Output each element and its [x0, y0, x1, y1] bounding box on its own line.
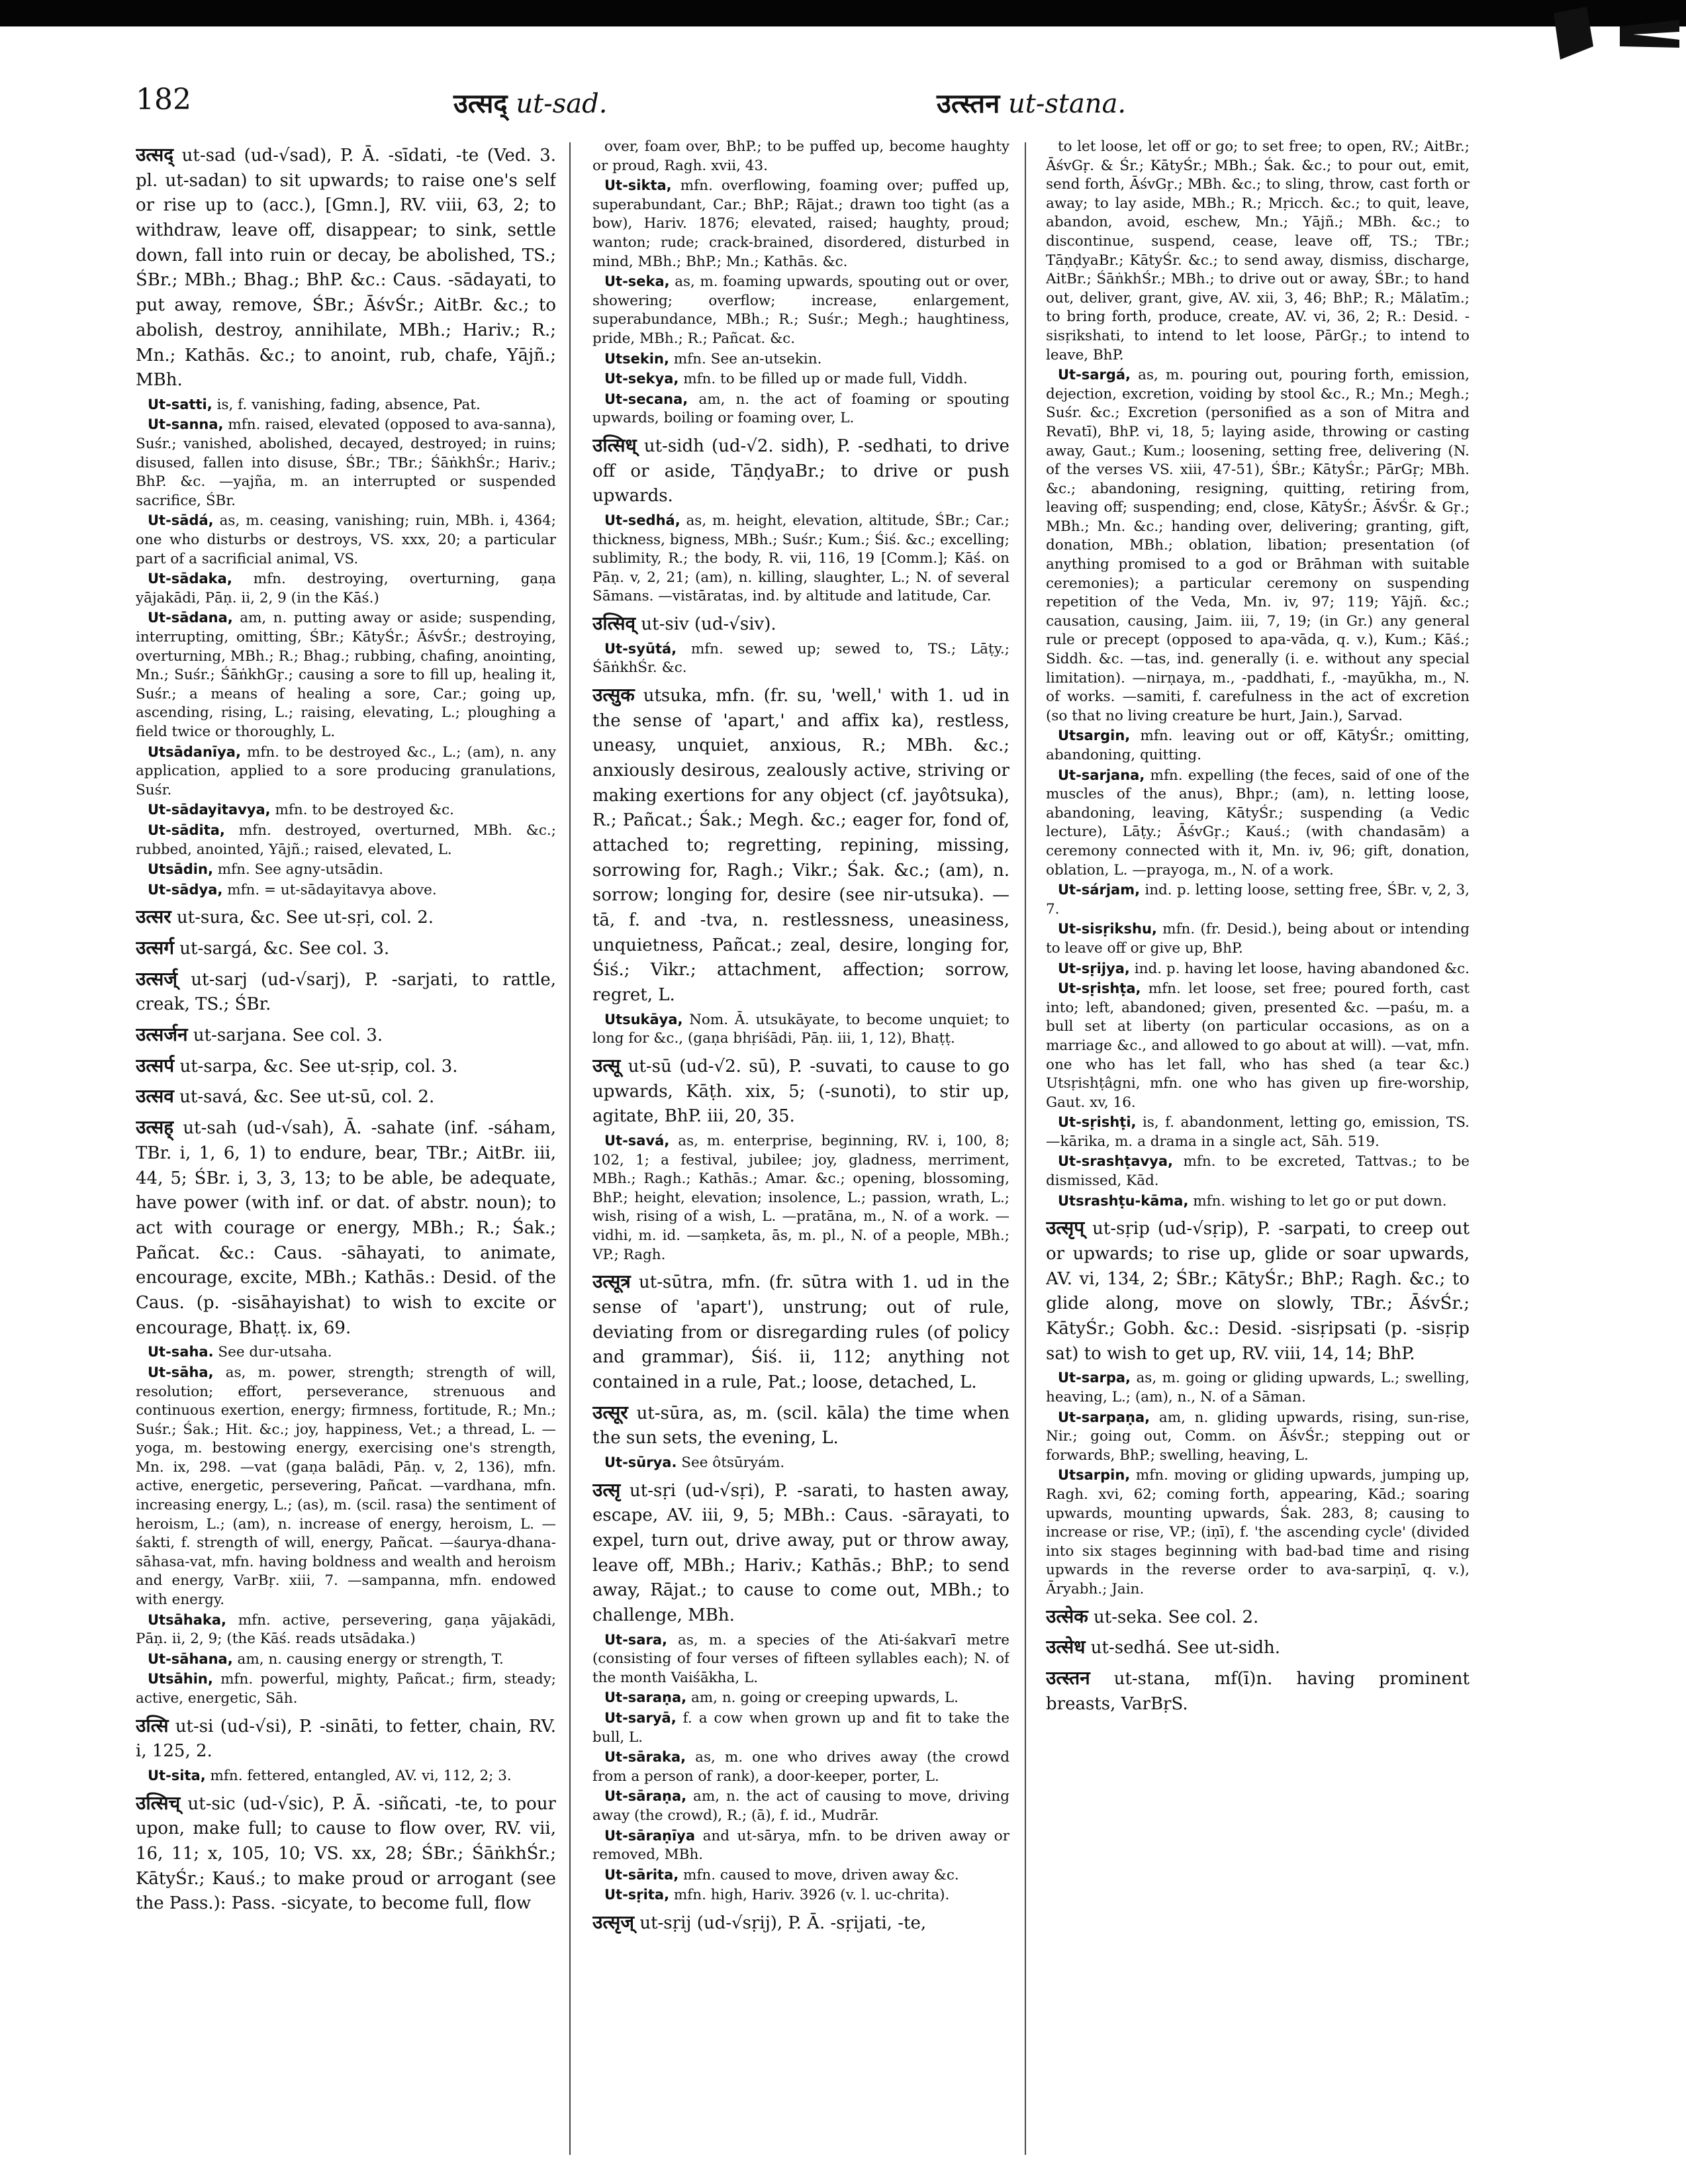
headword-entry	[592, 682, 1009, 1008]
entry-text: mfn. See agny-utsādin.	[212, 861, 384, 878]
entry-key: Ut-saha.	[148, 1344, 214, 1360]
entry-key: Utsargin,	[1058, 728, 1131, 744]
entry-key: Ut-sikta,	[604, 177, 672, 194]
entry-text: over, foam over, BhP.; to be puffed up, become haughty or proud, Ragh. xvii, 43.	[592, 138, 1009, 174]
devanagari-headword: उत्सेक	[1046, 1605, 1088, 1627]
entry-key: Ut-sṛita,	[604, 1887, 670, 1903]
entry-key: Ut-sāha,	[148, 1364, 214, 1380]
devanagari-headword: उत्सेध	[1046, 1636, 1086, 1658]
headword-entry	[136, 142, 556, 393]
devanagari-headword: उत्सि	[136, 1714, 169, 1736]
entry-key: Ut-sita,	[148, 1767, 206, 1783]
page-header	[136, 83, 1587, 129]
entry-key: Ut-sādita,	[148, 822, 225, 838]
entry-text: mfn. to be destroyed &c.	[270, 802, 454, 819]
devanagari-headword: उत्सर्ज्	[136, 967, 178, 990]
dictionary-entry	[592, 1886, 1009, 1905]
devanagari-headword: उत्सर्प	[136, 1054, 175, 1076]
entry-text: ut-sad (ud-√sad), P. Ā. -sīdati, -te (Ved. 3. pl. ut-sadan) to sit upwards; to raise one's self or rise up to (acc.), [Gmn.], RV. viii, 63, 2; to withdraw, leave off, disappear; to sink, settle down, fall into ruin or decay, be abolished, TS.; ŚBr.; MBh.; Bhag.; BhP. &c.: Caus. -sādayati, to put away, remove, ŚBr.; ĀśvŚr.; AitBr. &c.; to abolish, destroy, annihilate, MBh.; Hariv.; R.; Mn.; Kathās. &c.; to anoint, rub, chafe, Yājñ.; MBh.	[136, 146, 556, 391]
entry-text: mfn. leaving out or off, KātyŚr.; omitting, abandoning, quitting.	[1046, 728, 1470, 763]
entry-text: ind. p. letting loose, setting free, ŚBr. v, 2, 3, 7.	[1046, 882, 1470, 918]
devanagari-headword: उत्सुक	[592, 683, 635, 706]
entry-text: mfn. destroyed, overturned, MBh. &c.; rubbed, anointed, Yājñ.; raised, elevated, L.	[136, 822, 556, 858]
headword-entry	[136, 966, 556, 1018]
dictionary-entry	[136, 1767, 556, 1786]
entry-text: am, n. causing energy or strength, T.	[232, 1650, 504, 1668]
dictionary-entry	[592, 1787, 1009, 1825]
devanagari-headword: उत्सृप्	[1046, 1217, 1085, 1239]
devanagari-headword: उत्सृ	[592, 1478, 621, 1501]
dictionary-entry	[1046, 767, 1470, 880]
entry-key: Ut-sarjana,	[1058, 767, 1145, 783]
entry-key: Ut-sāraṇa,	[604, 1788, 687, 1805]
dictionary-entry	[592, 370, 1009, 389]
headword-entry	[136, 1713, 556, 1764]
entry-text: as, m. enterprise, beginning, RV. i, 100, 8; 102, 1; a festival, jubilee; joy, gladness, merriment, MBh.; Ragh.; Kathās.; Amar. &c.; opening, blossoming, BhP.; height, elevation; insolence, L.; passion, wrath, L.; wish, rising of a wish, L. —pratāna, m., N. of a work. —vidhi, m. id. —saṃketa, ās, m. pl., N. of a people, MBh.; VP.; Ragh.	[592, 1133, 1009, 1263]
headword-entry	[136, 1053, 556, 1080]
entry-key: Ut-saraṇa,	[604, 1689, 687, 1706]
entry-key: Ut-saryā,	[604, 1710, 677, 1727]
continued-entry	[592, 138, 1009, 175]
dictionary-entry	[136, 1364, 556, 1610]
dictionary-entry	[592, 177, 1009, 271]
entry-key: Ut-sárjam,	[1058, 882, 1141, 898]
entry-text: mfn. fettered, entangled, AV. vi, 112, 2; 3.	[205, 1767, 512, 1784]
continued-entry	[1046, 138, 1470, 365]
headword-entry	[136, 1790, 556, 1917]
entry-text: as, m. pouring out, pouring forth, emission, dejection, excretion, voiding by stool &c., R.; Mn.; Megh.; Suśr. &c.; Excretion (personified as a son of Mitra and Revatī), BhP. vi, 18, 5; laying aside, throwing or casting away, Gaut.; Kum.; loosening, setting free, delivering (N. of the verses VS. xiii, 47-51), ŚBr.; KātyŚr.; PārGṛ; MBh. &c.; abandoning, resigning, quitting, retiring from, leaving off; suspending; end, close, KātyŚr.; ĀśvŚr. & Gṛ.; MBh.; Mn. &c.; handing over, delivering; granting, gift, donation, MBh.; oblation, libation; presentation (of anything promised to a god or Brāhman with suitable ceremonies); a particular ceremony on suspending repetition of the Veda, Mn. iv, 97; 119; Yājñ. &c.; causation, causing, Jaim. iii, 7, 19; (in Gr.) any general rule or precept (opposed to apa-vāda, q. v.), Kum.; Kāś.; Siddh. &c. —tas, ind. generally (i. e. without any special limitation). —nirṇaya, m., -paddhati, f., -mayūkha, m., N. of works. —samiti, f. carefulness in the act of excretion (so that no living creature be hurt, Jain.), Sarvad.	[1046, 367, 1470, 724]
entry-key: Utsāhaka,	[148, 1611, 226, 1628]
devanagari-headword: उत्सर	[136, 906, 171, 928]
headword-entry	[592, 432, 1009, 509]
entry-text: ut-sūtra, mfn. (fr. sūtra with 1. ud in the sense of 'apart'), unstrung; out of rule, deviating from or disregarding rules (of policy and grammar), Śiś. ii, 112; anything not contained in a rule, Pat.; loose, detached, L.	[592, 1272, 1009, 1392]
headword-entry	[1046, 1665, 1470, 1717]
dictionary-entry	[136, 512, 556, 569]
entry-key: Ut-sādayitavya,	[148, 802, 271, 818]
devanagari-headword: उत्सू	[592, 1054, 621, 1076]
entry-text: f. a cow when grown up and fit to take the bull, L.	[592, 1710, 1009, 1746]
entry-text: ut-sic (ud-√sic), P. Ā. -siñcati, -te, to pour upon, make full; to cause to flow over, RV. vii, 16, 11; x, 105, 10; VS. xx, 28; ŚBr.; ŚāṅkhŚr.; KātyŚr.; Kauś.; to make proud or arrogant (see the Pass.): Pass. -sicyate, to become full, flow	[136, 1793, 556, 1914]
entry-key: Ut-sargá,	[1058, 367, 1131, 383]
entry-key: Ut-sṛishṭi,	[1058, 1114, 1137, 1131]
headword-entry	[136, 1114, 556, 1341]
entry-text: to let loose, let off or go; to set free; to open, RV.; AitBr.; ĀśvGṛ. & Śr.; KātyŚr.; MBh.; Śak. &c.; to pour out, emit, send forth, ĀśvGṛ.; MBh. &c.; to sling, throw, cast forth or away; to lay aside, MBh.; R.; Mṛicch. &c.; to quit, leave, abandon, avoid, eschew, Mn.; Yājñ.; MBh. &c.; to discontinue, suspend, cease, leave off, TS.; TBr.; TāṇḍyaBr.; KātyŚr. &c.; to send away, dismiss, discharge, AitBr.; ŚāṅkhŚr.; MBh.; to drive out or away, ŚBr.; to hand out, deliver, grant, give, AV. xii, 3, 46; BhP.; R.; Mālatīm.; to bring forth, produce, create, AV. vi, 36, 2; R.: Desid. -sisṛikshati, to intend to let loose, PārGṛ.; to intend to leave, BhP.	[1046, 138, 1470, 363]
entry-text: as, m. going or gliding upwards, L.; swelling, heaving, L.; (am), n., N. of a Sāman.	[1046, 1370, 1470, 1405]
entry-key: Ut-sūrya.	[604, 1454, 677, 1470]
dictionary-entry	[1046, 1114, 1470, 1151]
scan-edge-bar	[0, 0, 1686, 26]
entry-text: and ut-sārya, mfn. to be driven away or removed, MBh.	[592, 1827, 1009, 1864]
entry-key: Ut-sādá,	[148, 512, 214, 529]
headword-entry	[592, 1400, 1009, 1451]
dictionary-entry	[592, 1866, 1009, 1885]
entry-key: Ut-sarpa,	[1058, 1370, 1131, 1386]
entry-key: Ut-sisṛikshu,	[1058, 921, 1157, 937]
dictionary-entry	[592, 1748, 1009, 1786]
scan-mark	[1547, 0, 1686, 66]
entry-text: mfn. wishing to let go or put down.	[1188, 1192, 1447, 1210]
entry-key: Ut-sāraṇīya	[604, 1827, 696, 1844]
entry-key: Ut-sāraka,	[604, 1749, 686, 1766]
entry-key: Ut-sanna,	[148, 416, 224, 433]
entry-text: ut-si (ud-√si), P. -sināti, to fetter, chain, RV. i, 125, 2.	[136, 1716, 556, 1762]
dictionary-entry	[1046, 980, 1470, 1112]
entry-key: Ut-sādana,	[148, 610, 233, 626]
entry-text: utsuka, mfn. (fr. su, 'well,' with 1. ud in the sense of 'apart,' and affix ka), restless, uneasy, unquiet, anxious, R.; MBh. &c.; anxiously desirous, zealously active, striving or making exertions for any object (cf. jayôtsuka), R.; Pañcat.; Śak.; Megh. &c.; eager for, fond of, attached to; regretting, repining, missing, sorrowing for, Ragh.; Vikr.; Śak. &c.; (am), n. sorrow; longing for, desire (see nir-utsuka). —tā, f. and -tva, n. restlessness, uneasiness, unquietness, Pañcat.; zeal, desire, longing for, Śiś.; Vikr.; attachment, affection; sorrow, regret, L.	[592, 685, 1009, 1006]
headword-entry	[136, 935, 556, 962]
entry-key: Ut-sara,	[604, 1631, 667, 1648]
entry-text: as, m. a species of the Ati-śakvarī metre (consisting of four verses of fifteen syllables each); N. of the month Vaiśākha, L.	[592, 1631, 1009, 1686]
dictionary-column-3	[1046, 138, 1470, 2163]
devanagari-headword: उत्सर्जन	[136, 1023, 188, 1046]
running-head-left: उत्सद् ut-sad.	[453, 88, 608, 119]
dictionary-entry	[136, 743, 556, 800]
devanagari-headword: उत्सूत्र	[592, 1270, 631, 1293]
entry-text: mfn. sewed up; sewed to, TS.; Lāṭy.; ŚāṅkhŚr. &c.	[592, 640, 1009, 677]
entry-key: Ut-sādaka,	[148, 571, 232, 587]
entry-text: See ôtsūryám.	[677, 1454, 785, 1471]
entry-text: is, f. vanishing, fading, absence, Pat.	[212, 396, 481, 413]
dictionary-entry	[592, 1631, 1009, 1688]
headword-entry	[592, 1053, 1009, 1129]
dictionary-entry	[136, 1611, 556, 1649]
dictionary-entry	[592, 640, 1009, 678]
entry-text: See dur-utsaha.	[213, 1344, 332, 1361]
entry-key: Ut-sekya,	[604, 371, 679, 387]
headword-entry	[136, 1083, 556, 1110]
dictionary-entry	[136, 861, 556, 880]
dictionary-entry	[136, 801, 556, 820]
entry-text: mfn. caused to move, driven away &c.	[679, 1866, 959, 1883]
entry-text: mfn. to be destroyed &c., L.; (am), n. any application, applied to a sore producing granulations, Suśr.	[136, 743, 556, 798]
dictionary-entry	[1046, 881, 1470, 919]
entry-text: mfn. = ut-sādayitavya above.	[222, 881, 437, 898]
devanagari-headword: उत्सर्ग	[136, 937, 175, 959]
dictionary-entry	[136, 396, 556, 415]
devanagari-headword: उत्सिध्	[592, 434, 637, 456]
entry-text: am, n. putting away or aside; suspending, interrupting, omitting, ŚBr.; KātyŚr.; ĀśvŚr.; destroying, overturning, MBh.; R.; Bhag.; rubbing, chafing, anointing, Mn.; Suśr.; ŚāṅkhGṛ.; causing a sore to fill up, healing it, Suśr.; a means of healing a sore, Car.; going up, ascending, rising, L.; raising, elevating, L.; ploughing a field twice or thoroughly, L.	[136, 610, 556, 740]
entry-text: mfn. high, Hariv. 3926 (v. l. uc-chrita).	[669, 1887, 950, 1904]
entry-key: Ut-sāhana,	[148, 1650, 233, 1667]
entry-text: ut-sṛij (ud-√sṛij), P. Ā. -sṛijati, -te,	[634, 1913, 927, 1933]
headword-entry	[592, 610, 1009, 638]
entry-key: Ut-sarpaṇa,	[1058, 1409, 1150, 1425]
entry-text: ind. p. having let loose, having abandoned &c.	[1129, 960, 1470, 977]
entry-text: ut-stana, mf(ī)n. having prominent breasts, VarBṛS.	[1046, 1668, 1470, 1714]
entry-text: mfn. let loose, set free; poured forth, cast into; left, abandoned; given, presented &c. —paśu, m. a bull set at liberty (on particular occasions, as on a marriage &c., and allowed to go about at will). —vat, mfn. one who has let fall, who has shed (a tear &c.) Utsṛishṭâgni, mfn. one who has given up fire-worship, Gaut. xv, 16.	[1046, 980, 1470, 1111]
dictionary-entry	[1046, 727, 1470, 765]
entry-text: ut-sargá, &c. See col. 3.	[174, 939, 390, 959]
headword-entry	[1046, 1603, 1470, 1631]
entry-text: mfn. to be excreted, Tattvas.; to be dismissed, Kād.	[1046, 1153, 1470, 1190]
entry-text: ut-sah (ud-√sah), Ā. -sahate (inf. -sáham, TBr. i, 1, 6, 1) to endure, bear, TBr.; AitBr. iii, 44, 5; ŚBr. i, 3, 3, 13; to be able, be adequate, have power (with inf. or dat. of abstr. noun); to act with courage or energy, MBh.; R.; Śak.; Pañcat. &c.: Caus. -sāhayati, to animate, encourage, excite, MBh.; Kathās.: Desid. of the Caus. (p. -sisāhayishat) to wish to excite or encourage, Bhaṭṭ. ix, 69.	[136, 1118, 556, 1338]
dictionary-entry	[136, 881, 556, 900]
entry-text: am, n. going or creeping upwards, L.	[686, 1689, 959, 1707]
entry-key: Ut-satti,	[148, 396, 212, 412]
devanagari-headword: उत्सद्	[136, 144, 174, 166]
dictionary-entry	[1046, 1153, 1470, 1190]
dictionary-column-1	[136, 138, 556, 2163]
dictionary-entry	[136, 822, 556, 859]
running-head-right: उत्स्तन ut-stana.	[937, 88, 1127, 119]
entry-text: ut-sṛip (ud-√sṛip), P. -sarpati, to creep out or upwards; to rise up, glide or soar upwards, AV. vi, 134, 2; ŚBr.; KātyŚr.; BhP.; Ragh. &c.; to glide along, move on slowly, TBr.; ĀśvŚr.; KātyŚr.; Gobh. &c.: Desid. -sisṛipsati (p. -sisṛip sat) to wish to get up, RV. viii, 14, 14; BhP.	[1046, 1219, 1470, 1364]
entry-text: ut-sarjana. See col. 3.	[187, 1025, 383, 1046]
entry-text: ut-sidh (ud-√2. sidh), P. -sedhati, to drive off or aside, TāṇḍyaBr.; to drive or push upwards.	[592, 436, 1009, 506]
entry-text: ut-sū (ud-√2. sū), P. -suvati, to cause to go upwards, Kāṭh. xix, 5; (-sunoti), to stir up, agitate, BhP. iii, 20, 35.	[592, 1056, 1009, 1127]
entry-text: ut-sarj (ud-√sarj), P. -sarjati, to rattle, creak, TS.; ŚBr.	[136, 969, 556, 1015]
entry-text: as, m. ceasing, vanishing; ruin, MBh. i, 4364; one who disturbs or destroys, VS. xxx, 20; a particular part of a sacrificial animal, VS.	[136, 512, 556, 567]
dictionary-entry	[136, 570, 556, 608]
entry-key: Utsāhin,	[148, 1671, 213, 1687]
column-rule	[1025, 142, 1026, 2155]
devanagari-headword: उत्सव	[136, 1085, 174, 1108]
dictionary-entry	[592, 350, 1009, 369]
entry-key: Ut-seka,	[604, 273, 670, 290]
entry-text: as, m. height, elevation, altitude, ŚBr.; Car.; thickness, bigness, MBh.; Suśr.; Kum.; Śiś. &c.; excelling; sublimity, R.; the body, R. vii, 116, 19 [Comm.]; Kāś. on Pāṇ. v, 2, 21; (am), n. killing, slaughter, L.; N. of several Sāmans. —vistāratas, ind. by altitude and latitude, Car.	[592, 512, 1009, 605]
entry-text: mfn. raised, elevated (opposed to ava-sanna), Suśr.; vanished, abolished, decayed, destroyed; in ruins; disused, fallen into disuse, ŚBr.; TBr.; ŚāṅkhŚr.; Hariv.; BhP. &c. —yajña, m. an interrupted or suspended sacrifice, ŚBr.	[136, 416, 556, 509]
devanagari-headword: उत्सूर	[592, 1401, 628, 1423]
entry-text: ut-seka. See col. 2.	[1088, 1607, 1259, 1627]
headword-entry	[1046, 1215, 1470, 1366]
entry-text: ut-sṛi (ud-√sṛi), P. -sarati, to hasten away, escape, AV. iii, 9, 5; MBh.: Caus. -sārayati, to expel, turn out, drive away, put or throw away, leave off, MBh.; Hariv.; Kathās.; BhP.; to send away, Rājat.; to cause to come out, MBh.; to challenge, MBh.	[592, 1480, 1009, 1625]
dictionary-entry	[1046, 1369, 1470, 1407]
entry-key: Ut-sṛishṭa,	[1058, 980, 1141, 997]
entry-text: ut-sarpa, &c. See ut-sṛip, col. 3.	[174, 1056, 458, 1076]
dictionary-entry	[592, 1011, 1009, 1049]
entry-text: ut-sura, &c. See ut-sṛi, col. 2.	[171, 908, 434, 928]
page-number: 182	[136, 83, 191, 117]
entry-text: am, n. the act of causing to move, driving away (the crowd), R.; (ā), f. id., Mudrār.	[592, 1788, 1009, 1825]
entry-text: mfn. (fr. Desid.), being about or intending to leave off or give up, BhP.	[1046, 921, 1470, 957]
dictionary-entry	[1046, 1409, 1470, 1466]
dictionary-entry	[1046, 366, 1470, 726]
dictionary-entry	[592, 512, 1009, 606]
devanagari-headword: उत्सह्	[136, 1116, 174, 1139]
entry-text: mfn. powerful, mighty, Pañcat.; firm, steady; active, energetic, Sāh.	[136, 1671, 556, 1707]
dictionary-entry	[592, 391, 1009, 428]
entry-text: mfn. destroying, overturning, gaṇa yājakādi, Pāṇ. ii, 2, 9 (in the Kāś.)	[136, 571, 556, 606]
dictionary-entry	[1046, 920, 1470, 958]
dictionary-entry	[592, 1454, 1009, 1473]
dictionary-entry	[1046, 1466, 1470, 1599]
entry-key: Utsrashṭu-kāma,	[1058, 1192, 1189, 1209]
entry-text: as, m. foaming upwards, spouting out or over, showering; overflow; increase, enlargement, superabundance, MBh.; R.; Suśr.; Megh.; haughtiness, pride, MBh.; R.; Pañcat. &c.	[592, 273, 1009, 347]
entry-key: Ut-srashṭavya,	[1058, 1153, 1174, 1170]
dictionary-entry	[136, 609, 556, 741]
dictionary-entry	[592, 1827, 1009, 1865]
entry-key: Ut-sedhá,	[604, 512, 680, 528]
dictionary-column-2	[592, 138, 1009, 2163]
devanagari-headword: उत्सृज्	[592, 1911, 635, 1933]
entry-text: ut-siv (ud-√siv).	[635, 614, 776, 634]
entry-key: Utsekin,	[604, 350, 669, 367]
entry-text: ut-sūra, as, m. (scil. kāla) the time when the sun sets, the evening, L.	[592, 1403, 1009, 1448]
headword-entry	[592, 1909, 1009, 1936]
headword-entry	[136, 1021, 556, 1049]
entry-text: Nom. Ā. utsukāyate, to become unquiet; to long for &c., (gaṇa bhṛiśādi, Pāṇ. iii, 1, 12), Bhaṭṭ.	[592, 1011, 1009, 1047]
entry-text: mfn. to be filled up or made full, Viddh.	[679, 371, 968, 388]
entry-text: mfn. active, persevering, gaṇa yājakādi, Pāṇ. ii, 2, 9; (the Kāś. reads utsādaka.)	[136, 1611, 556, 1648]
dictionary-entry	[592, 1689, 1009, 1708]
entry-text: mfn. See an-utsekin.	[669, 350, 822, 367]
entry-key: Utsādanīya,	[148, 743, 241, 760]
headword-entry	[592, 1268, 1009, 1395]
dictionary-entry	[136, 1343, 556, 1362]
entry-text: mfn. overflowing, foaming over; puffed up, superabundant, Car.; BhP.; Rājat.; drawn too tight (as a bow), Hariv. 1876; elevated, raised; haughty, proud; wanton; rude; crack-brained, disordered, disturbed in mind, MBh.; BhP.; Mn.; Kathās. &c.	[592, 177, 1009, 270]
entry-text: is, f. abandonment, letting go, emission, TS. —kārika, m. a drama in a single act, Sāh. 519.	[1046, 1114, 1470, 1150]
entry-key: Utsukāya,	[604, 1011, 683, 1027]
devanagari-headword: उत्सिव्	[592, 612, 636, 634]
dictionary-entry	[136, 1670, 556, 1708]
entry-text: mfn. expelling (the feces, said of one of the muscles of the anus), Bhpr.; (am), n. letting loose, abandoning, leaving, KātyŚr.; suspending (a Vedic lecture), Lāṭy.; ĀśvGṛ.; Kauś.; (with chandasām) a ceremony connected with it, Mn. iv, 96; gift, donation, oblation, L. —prayoga, m., N. of a work.	[1046, 767, 1470, 878]
headword-entry	[592, 1477, 1009, 1629]
dictionary-entry	[1046, 960, 1470, 979]
entry-text: am, n. the act of foaming or spouting upwards, boiling or foaming over, L.	[592, 391, 1009, 427]
devanagari-headword: उत्सिच्	[136, 1791, 181, 1814]
dictionary-entry	[136, 416, 556, 510]
dictionary-entry	[1046, 1192, 1470, 1211]
headword-entry	[136, 904, 556, 931]
dictionary-entry	[592, 1132, 1009, 1264]
dictionary-entry	[136, 1650, 556, 1670]
headword-entry	[1046, 1634, 1470, 1661]
entry-text: as, m. power, strength; strength of will, resolution; effort, perseverance, strenuous and continuous exertion, energy; firmness, fortitude, R.; Mn.; Suśr.; Śak.; Hit. &c.; joy, happiness, Vet.; a thread, L. —yoga, m. bestowing energy, exercising one's strength, Mn. ix, 298. —vat (gaṇa balādi, Pāṇ. v, 2, 136), mfn. active, energetic, persevering, Pañcat. —vardhana, mfn. increasing energy, L.; (as), m. (scil. rasa) the sentiment of heroism, L.; (am), n. increase of energy, heroism, L. —śakti, f. strength of will, energy, Pañcat. —śaurya-dhana-sāhasa-vat, mfn. having boldness and wealth and heroism and energy, VarBṛ. xiii, 7. —sampanna, mfn. endowed with energy.	[136, 1364, 556, 1609]
entry-key: Ut-sṛijya,	[1058, 960, 1130, 976]
entry-text: am, n. gliding upwards, rising, sun-rise, Nir.; going out, Comm. on ĀśvŚr.; stepping out or forwards, BhP.; swelling, heaving, L.	[1046, 1409, 1470, 1464]
dictionary-entry	[592, 273, 1009, 348]
entry-text: mfn. moving or gliding upwards, jumping up, Ragh. xvi, 62; coming forth, appearing, Kād.; soaring upwards, mounting upwards, Śak. 283, 8; causing to increase or rise, VP.; (iṇī), f. 'the ascending cycle' (divided into six stages beginning with bad-bad time and rising upwards in the reverse order to ava-sarpiṇī, q. v.), Āryabh.; Jain.	[1046, 1467, 1470, 1597]
entry-key: Ut-secana,	[604, 391, 688, 407]
entry-key: Ut-sādya,	[148, 881, 223, 898]
entry-key: Ut-syūtá,	[604, 640, 677, 657]
devanagari-headword: उत्स्तन	[1046, 1666, 1090, 1689]
entry-key: Ut-sārita,	[604, 1866, 679, 1883]
entry-text: ut-sedhá. See ut-sidh.	[1085, 1638, 1281, 1658]
entry-text: as, m. one who drives away (the crowd from a person of rank), a door-keeper, porter, L.	[592, 1749, 1009, 1785]
column-rule	[569, 142, 571, 2155]
entry-text: ut-savá, &c. See ut-sū, col. 2.	[173, 1087, 435, 1108]
entry-key: Utsarpin,	[1058, 1467, 1131, 1484]
dictionary-entry	[592, 1709, 1009, 1747]
entry-key: Utsādin,	[148, 861, 213, 878]
entry-key: Ut-savá,	[604, 1133, 670, 1149]
